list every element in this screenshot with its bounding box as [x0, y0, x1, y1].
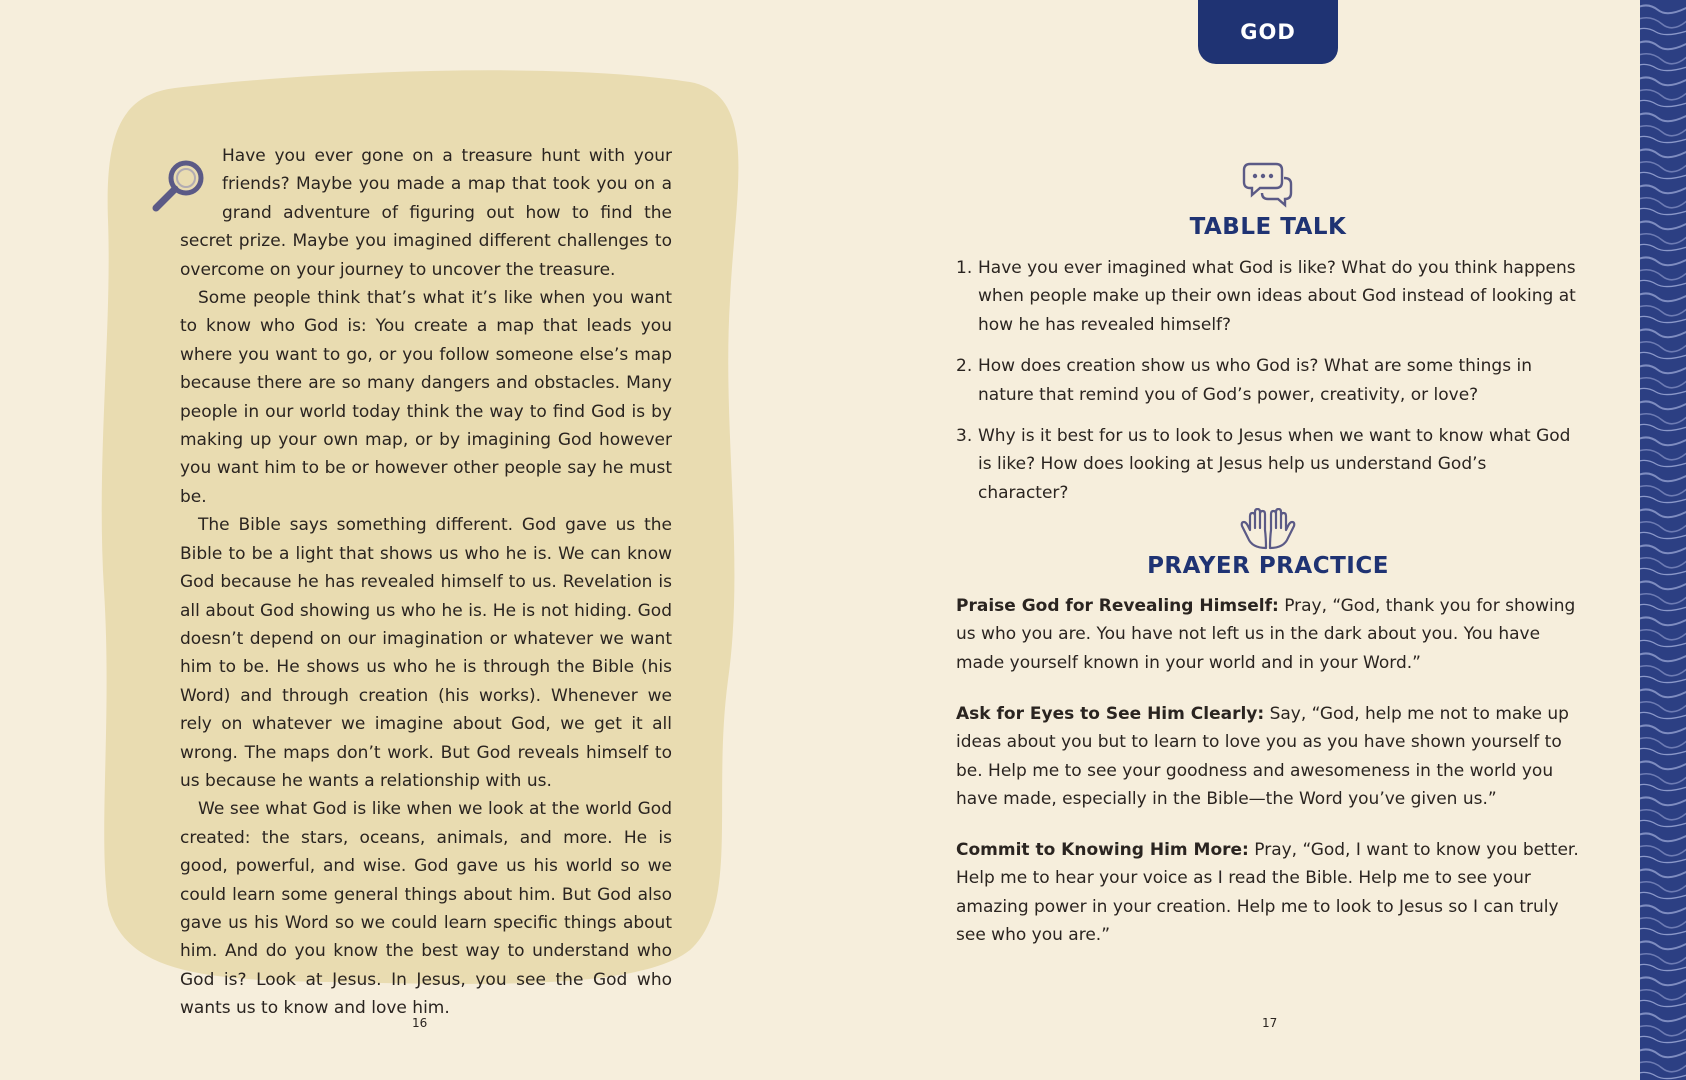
page-number-right: 17	[1262, 1016, 1278, 1030]
prayer-item-text: Pray, “God, I want to know you better. Help me to hear your voice as I read the Bible. Help me to see your amazing power in your creation. Help me to look to Jesus so I can truly see who you are.”	[956, 840, 1579, 946]
decorative-edge-stripe	[1640, 0, 1686, 1080]
prayer-item-text: Pray, “God, thank you for showing us who you are. You have not left us in the dark about you. You have made yourself known in your world and in your Word.”	[956, 596, 1576, 673]
speech-bubbles-icon	[1242, 160, 1294, 208]
list-item	[954, 352, 1580, 409]
prayer-item-text: Say, “God, help me not to make up ideas about you but to learn to love you as you have shown yourself to be. Help me to see your goodness and awesomeness in the world you have made, especially in the Bible—the Word you’ve given us.”	[956, 704, 1569, 810]
list-item	[954, 422, 1580, 507]
question-number: 2.	[956, 356, 973, 377]
prayer-item-title: Praise God for Revealing Himself:	[956, 596, 1279, 616]
prayer-practice-heading: PRAYER PRACTICE	[1147, 553, 1389, 579]
question-text: Why is it best for us to look to Jesus when we want to know what God is like? How does looking at Jesus help us understand God’s character?	[978, 426, 1571, 503]
prayer-item-title: Commit to Knowing Him More:	[956, 840, 1249, 860]
paragraph: The Bible says something different. God gave us the Bible to be a light that shows us who he is. We can know God because he has revealed himself to us. Revelation is all about God showing us who he is. He is not hiding. God doesn’t depend on our imagination or whatever we want him to be. He shows us who he is through the Bible (his Word) and through creation (his works). Whenever we rely on whatever we imagine about God, we get it all wrong. The maps don’t work. But God reveals himself to us because he wants a relationship with us.	[180, 515, 672, 791]
page-number-left: 16	[412, 1016, 428, 1030]
left-page-body	[180, 142, 672, 1023]
table-talk-questions	[954, 254, 1580, 520]
question-text: How does creation show us who God is? What are some things in nature that remind you of God’s power, creativity, or love?	[978, 356, 1532, 405]
prayer-item-title: Ask for Eyes to See Him Clearly:	[956, 704, 1265, 724]
praying-hands-icon	[1238, 508, 1298, 552]
paragraph: Have you ever gone on a treasure hunt with your friends? Maybe you made a map that took you on a grand adventure of figuring out how to find the secret prize. Maybe you imagined different challenges to overcome on your journey to uncover the treasure.	[180, 146, 672, 280]
table-talk-heading: TABLE TALK	[1189, 214, 1347, 240]
paragraph: Some people think that’s what it’s like when you want to know who God is: You create a map that leads you where you want to go, or you follow someone else’s map because there are so many dangers and obstacles. Many people in our world today think the way to find God is by making up your own map, or by imagining God however you want him to be or however other people say he must be.	[180, 288, 672, 507]
prayer-item	[956, 700, 1580, 814]
section-tab	[1198, 0, 1338, 64]
paragraph: We see what God is like when we look at the world God created: the stars, oceans, animals, and more. He is good, powerful, and wise. God gave us his world so we could learn some general things about him. But God also gave us his Word so we could learn specific things about him. And do you know the best way to understand who God is? Look at Jesus. In Jesus, you see the God who wants us to know and love him.	[180, 799, 672, 1019]
list-item	[954, 254, 1580, 339]
question-number: 3.	[956, 426, 973, 447]
question-number: 1.	[956, 258, 973, 278]
question-text: Have you ever imagined what God is like? What do you think happens when people make up their own ideas about God instead of looking at how he has revealed himself?	[978, 258, 1576, 335]
prayer-item	[956, 592, 1580, 677]
prayer-item	[956, 836, 1580, 950]
section-tab-label: GOD	[1240, 20, 1296, 44]
